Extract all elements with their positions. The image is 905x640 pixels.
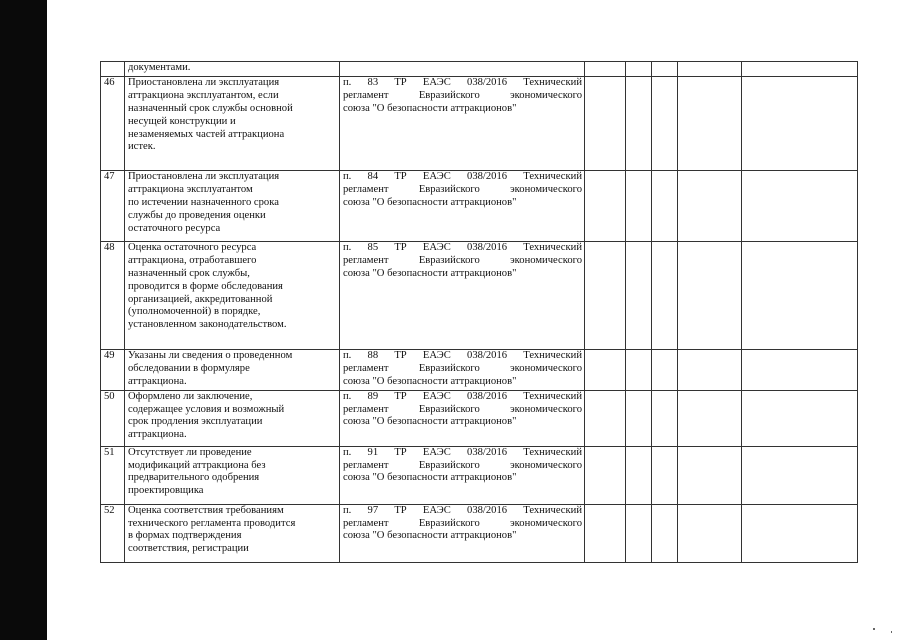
answer-yes-cell <box>585 504 626 562</box>
comment-cell <box>742 170 858 241</box>
question-line: срок продления эксплуатации <box>128 416 263 428</box>
question-line: Оценка остаточного ресурса <box>128 241 257 253</box>
question-line: назначенный срок службы, <box>128 267 250 279</box>
answer-yes-cell <box>585 76 626 170</box>
limitation-cell <box>678 170 742 241</box>
reference-line: союза "О безопасности аттракционов" <box>343 472 517 484</box>
document-page <box>47 0 905 640</box>
question-line: обследовании в формуляре <box>128 362 250 374</box>
comment-cell <box>742 241 858 349</box>
requirement-question <box>125 76 340 170</box>
reference-line: п. 91 ТР ЕАЭС 038/2016 Технический <box>343 446 582 458</box>
row-number <box>101 62 125 77</box>
answer-yes-cell <box>585 349 626 390</box>
comment-cell <box>742 446 858 504</box>
reference-line: союза "О безопасности аттракционов" <box>343 102 517 114</box>
question-line: установленном законодательством. <box>128 319 287 331</box>
answer-na-cell <box>652 504 678 562</box>
question-line: содержащее условия и возможный <box>128 403 285 415</box>
question-line: организацией, аккредитованной <box>128 293 273 305</box>
regulation-reference <box>340 390 585 446</box>
question-line: Указаны ли сведения о проведенном <box>128 349 293 361</box>
question-line: соответствия, регистрации <box>128 543 249 555</box>
answer-no-cell <box>626 349 652 390</box>
comment-cell <box>742 76 858 170</box>
question-line: аттракциона. <box>128 429 187 441</box>
answer-na-cell <box>652 446 678 504</box>
question-line: модификаций аттракциона без <box>128 459 266 471</box>
question-line: Оценка соответствия требованиям <box>128 504 284 516</box>
question-line: предварительного одобрения <box>128 472 260 484</box>
scan-speck <box>891 631 892 633</box>
comment-cell <box>742 349 858 390</box>
table-row <box>101 62 858 77</box>
answer-na-cell <box>652 76 678 170</box>
question-line: назначенный срок службы основной <box>128 102 293 114</box>
comment-cell <box>742 504 858 562</box>
limitation-cell <box>678 390 742 446</box>
answer-na-cell <box>652 241 678 349</box>
question-line: Отсутствует ли проведение <box>128 446 252 458</box>
answer-na-cell <box>652 390 678 446</box>
question-line: по истечении назначенного срока <box>128 196 279 208</box>
question-line: проводится в форме обследования <box>128 280 283 292</box>
answer-na-cell <box>652 170 678 241</box>
answer-yes-cell <box>585 446 626 504</box>
row-number: 51 <box>101 446 125 504</box>
limitation-cell <box>678 241 742 349</box>
table-row <box>101 76 858 170</box>
table-row <box>101 446 858 504</box>
question-line: аттракциона эксплуатантом, если <box>128 89 279 101</box>
question-line: аттракциона эксплуатантом <box>128 183 253 195</box>
scan-dark-edge <box>0 0 47 640</box>
reference-line: регламент Евразийского экономического <box>343 254 582 266</box>
answer-no-cell <box>626 446 652 504</box>
scan-speck <box>873 628 875 630</box>
row-number: 49 <box>101 349 125 390</box>
requirement-question <box>125 446 340 504</box>
answer-no-cell <box>626 62 652 77</box>
reference-line: регламент Евразийского экономического <box>343 362 582 374</box>
answer-no-cell <box>626 76 652 170</box>
row-number: 47 <box>101 170 125 241</box>
answer-yes-cell <box>585 390 626 446</box>
question-line: остаточного ресурса <box>128 222 221 234</box>
checklist-table <box>100 61 858 563</box>
row-number: 46 <box>101 76 125 170</box>
table-row <box>101 170 858 241</box>
question-line: службы до проведения оценки <box>128 209 266 221</box>
question-line: Приостановлена ли эксплуатация <box>128 76 280 88</box>
question-line: (уполномоченной) в порядке, <box>128 306 261 318</box>
table-row <box>101 349 858 390</box>
reference-line: союза "О безопасности аттракционов" <box>343 375 517 387</box>
comment-cell <box>742 390 858 446</box>
reference-line: союза "О безопасности аттракционов" <box>343 530 517 542</box>
answer-yes-cell <box>585 170 626 241</box>
answer-na-cell <box>652 62 678 77</box>
answer-no-cell <box>626 170 652 241</box>
question-line: несущей конструкции и <box>128 115 236 127</box>
requirement-question <box>125 504 340 562</box>
answer-no-cell <box>626 390 652 446</box>
answer-no-cell <box>626 241 652 349</box>
reference-line: регламент Евразийского экономического <box>343 459 582 471</box>
limitation-cell <box>678 62 742 77</box>
regulation-reference <box>340 241 585 349</box>
reference-line: п. 88 ТР ЕАЭС 038/2016 Технический <box>343 349 582 361</box>
question-line: технического регламента проводится <box>128 517 296 529</box>
requirement-question <box>125 349 340 390</box>
question-line: в формах подтверждения <box>128 530 242 542</box>
comment-cell <box>742 62 858 77</box>
regulation-reference <box>340 76 585 170</box>
checklist-rows <box>101 62 858 563</box>
reference-line: п. 89 ТР ЕАЭС 038/2016 Технический <box>343 390 582 402</box>
question-line: проектировщика <box>128 485 204 497</box>
row-number: 52 <box>101 504 125 562</box>
regulation-reference <box>340 170 585 241</box>
regulation-reference <box>340 504 585 562</box>
question-line: Оформлено ли заключение, <box>128 390 253 402</box>
limitation-cell <box>678 446 742 504</box>
reference-line: п. 84 ТР ЕАЭС 038/2016 Технический <box>343 170 582 182</box>
reference-line: п. 85 ТР ЕАЭС 038/2016 Технический <box>343 241 582 253</box>
reference-line: регламент Евразийского экономического <box>343 403 582 415</box>
reference-line: п. 83 ТР ЕАЭС 038/2016 Технический <box>343 76 582 88</box>
reference-line: п. 97 ТР ЕАЭС 038/2016 Технический <box>343 504 582 516</box>
question-line: аттракциона, отработавшего <box>128 254 257 266</box>
table-row <box>101 504 858 562</box>
table-row <box>101 390 858 446</box>
reference-line: регламент Евразийского экономического <box>343 517 582 529</box>
regulation-reference <box>340 446 585 504</box>
question-line: Приостановлена ли эксплуатация <box>128 170 280 182</box>
requirement-question <box>125 390 340 446</box>
row-number: 50 <box>101 390 125 446</box>
question-line: аттракциона. <box>128 375 187 387</box>
reference-line: союза "О безопасности аттракционов" <box>343 267 517 279</box>
answer-yes-cell <box>585 62 626 77</box>
limitation-cell <box>678 76 742 170</box>
reference-line: регламент Евразийского экономического <box>343 89 582 101</box>
regulation-reference <box>340 349 585 390</box>
question-line: документами. <box>128 62 191 73</box>
question-line: истек. <box>128 141 156 153</box>
requirement-question <box>125 62 340 77</box>
limitation-cell <box>678 504 742 562</box>
reference-line: регламент Евразийского экономического <box>343 183 582 195</box>
row-number: 48 <box>101 241 125 349</box>
reference-line: союза "О безопасности аттракционов" <box>343 196 517 208</box>
requirement-question <box>125 241 340 349</box>
limitation-cell <box>678 349 742 390</box>
requirement-question <box>125 170 340 241</box>
reference-line: союза "О безопасности аттракционов" <box>343 416 517 428</box>
answer-na-cell <box>652 349 678 390</box>
answer-no-cell <box>626 504 652 562</box>
table-row <box>101 241 858 349</box>
regulation-reference <box>340 62 585 77</box>
question-line: незаменяемых частей аттракциона <box>128 128 285 140</box>
answer-yes-cell <box>585 241 626 349</box>
